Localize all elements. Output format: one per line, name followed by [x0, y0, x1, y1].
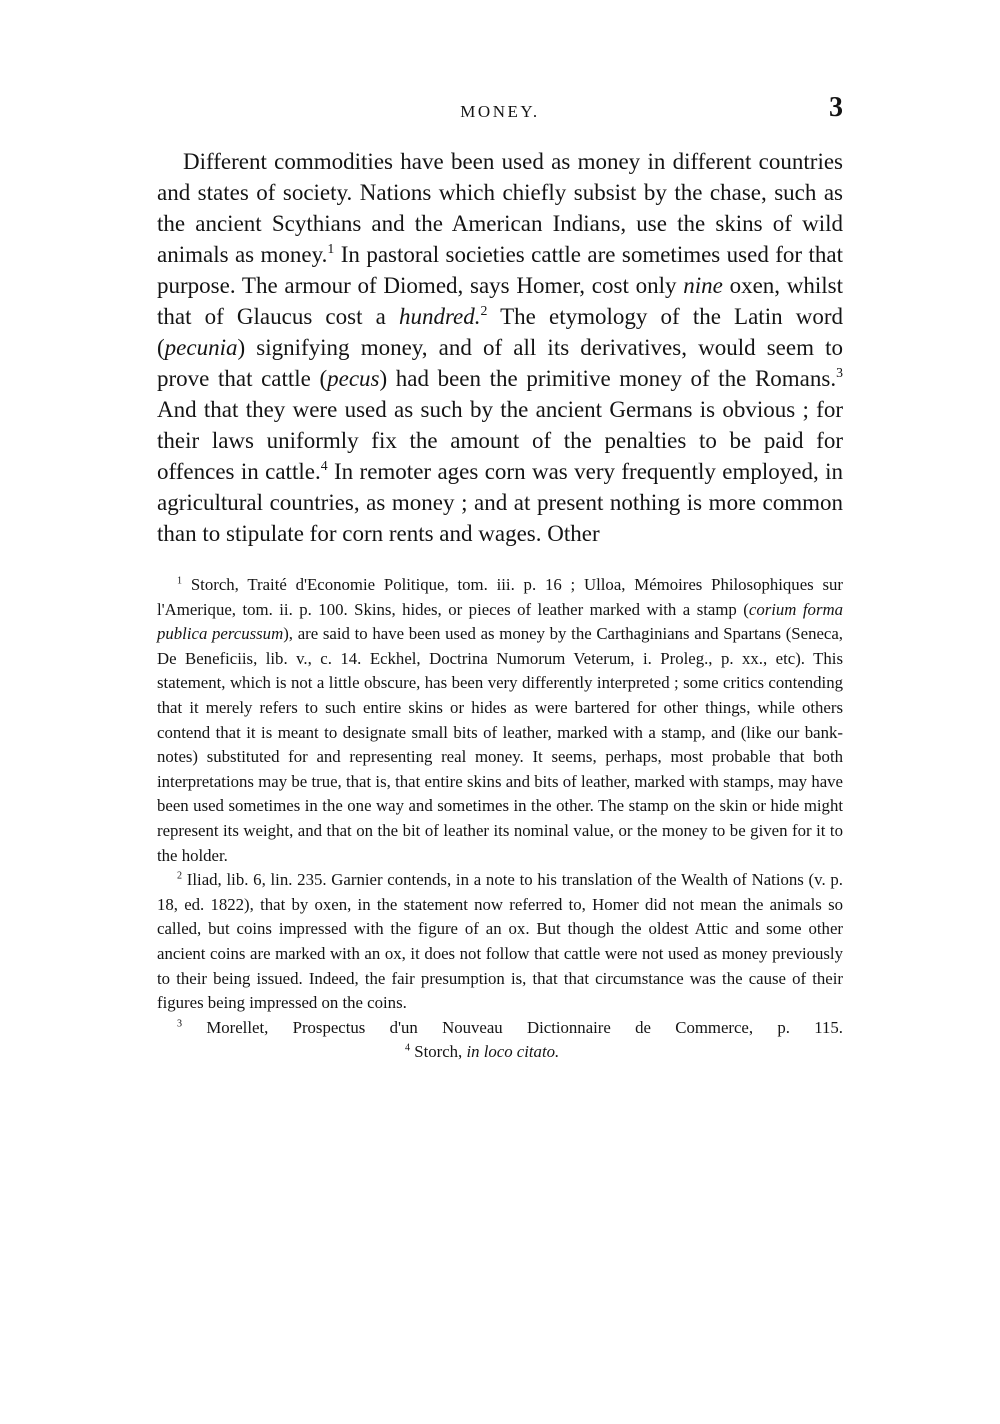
italic-pecunia: pecunia: [164, 335, 238, 360]
footnote-2-text: Iliad, lib. 6, lin. 235. Garnier contends, in a note to his translation of the Wealth of Nations (v. p. 18, ed. 1822), that by oxen, in the statement now referred to, Homer did not mean the animals so called, but coins impressed with the figure of an ox. But though the oldest Attic and some other ancient coins are marked with an ox, it does not follow that cattle were not used as money previously to their being issued. Indeed, the fair presumption is, that that circumstance was the cause of their figures being impressed on the coins.: [157, 870, 843, 1013]
footnote-4-mark: 4: [405, 1042, 411, 1054]
running-head: [157, 86, 843, 126]
running-title: MONEY.: [460, 102, 540, 121]
footnote-1: [157, 573, 843, 868]
sentence-commodities: Different commodities have been used as money in different countries and states of society. Nations which chiefly subsist by the chase, such as the ancient Scythians and the American Indians, use the skins of wild animals as money.: [157, 149, 843, 267]
footnotes: [157, 573, 843, 1065]
italic-nine: nine: [683, 273, 723, 298]
footnote-4-text: Storch,: [410, 1042, 467, 1062]
footnote-4: [405, 1040, 559, 1065]
footnote-2-mark: 2: [177, 870, 183, 882]
footnote-3-mark: 3: [177, 1018, 183, 1030]
sentence-romans: ) had been the primitive money of the Romans.: [379, 366, 837, 391]
sentence-corn: In remoter ages corn was very frequently employed, in agricultural countries, as money ; and at present nothing is more common than to stipulate for corn rents and wages. Other: [157, 459, 843, 546]
footnote-1-latin: corium forma publica percussum: [157, 599, 843, 644]
sentence-derivatives: ) signifying money, and of all its derivatives, would seem to prove that cattle (: [157, 335, 843, 391]
sentence-glaucus: oxen, whilst that of Glaucus cost a: [157, 273, 843, 329]
footnote-ref-4: 4: [320, 458, 328, 474]
italic-pecus: pecus: [327, 366, 380, 391]
footnote-3: [177, 1018, 843, 1037]
main-paragraph: [157, 146, 843, 549]
footnote-ref-1: 1: [327, 241, 335, 257]
sentence-etymology: The etymology of the Latin word (: [157, 304, 843, 360]
book-page: [157, 86, 843, 1065]
footnote-1-text-a: Storch, Traité d'Economie Politique, tom. iii. p. 16 ; Ulloa, Mémoires Philosophiques sur l'Amerique, tom. ii. p. 100. Skins, hides, or pieces of leather marked with a stamp (: [157, 575, 843, 619]
footnote-3-text: Morellet, Prospectus d'un Nouveau Dictionnaire de Commerce, p. 115.: [182, 1017, 843, 1037]
italic-hundred: hundred.: [398, 304, 481, 329]
footnote-3-4-line: [157, 1016, 843, 1065]
sentence-germans: And that they were used as such by the ancient Germans is obvious ; for their laws uniformly fix the amount of the penalties to be paid for offences in cattle.: [157, 397, 843, 484]
page-number: 3: [829, 92, 843, 123]
footnote-ref-2: 2: [480, 303, 488, 319]
footnote-1-mark: 1: [177, 575, 183, 587]
footnote-ref-3: 3: [836, 365, 843, 381]
footnote-4-italic: in loco citato.: [466, 1042, 560, 1062]
footnote-1-text-b: ), are said to have been used as money by the Carthaginians and Spartans (Seneca, De Beneficiis, lib. v., c. 14. Eckhel, Doctrina Numorum Veterum, i. Proleg., p. xx., etc). This statement, which is not a little obscure, has been very differently interpreted ; some critics contending that it merely refers to such entire skins or hides as were bartered for other things, while others contend that it is meant to designate small bits of leather, marked with a stamp, and (like our bank-notes) substituted for and representing real money. It seems, perhaps, most probable that both interpretations may be true, that is, that entire skins and bits of leather, marked with stamps, may have been used sometimes in the one way and sometimes in the other. The stamp on the skin or hide might represent its weight, and that on the bit of leather its nominal value, or the money to be given for it to the holder.: [157, 624, 844, 865]
footnote-2: [157, 868, 843, 1016]
sentence-pastoral: In pastoral societies cattle are sometimes used for that purpose. The armour of Diomed, says Homer, cost only: [157, 242, 843, 298]
